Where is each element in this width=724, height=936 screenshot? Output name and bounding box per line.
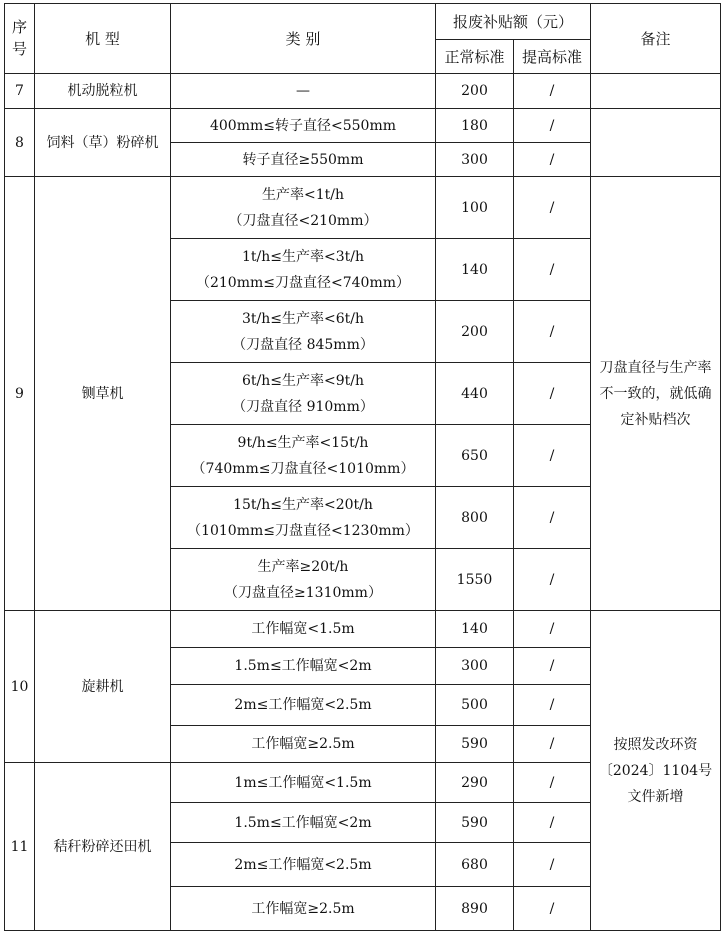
table-row <box>5 177 721 239</box>
note-cell <box>591 109 721 177</box>
type-cell: 秸秆粉碎还田机 <box>35 763 171 931</box>
high-cell: / <box>514 239 591 301</box>
header-normal: 正常标准 <box>436 40 514 74</box>
table-row <box>5 74 721 109</box>
high-cell: / <box>514 763 591 803</box>
category-cell: 1.5m≤工作幅宽<2m <box>171 648 436 685</box>
category-cell: 15t/h≤生产率<20t/h （1010mm≤刀盘直径<1230mm） <box>171 487 436 549</box>
category-cell: 工作幅宽<1.5m <box>171 611 436 648</box>
header-seq: 序号 <box>5 4 35 74</box>
category-cell: 2m≤工作幅宽<2.5m <box>171 843 436 887</box>
normal-cell: 300 <box>436 143 514 177</box>
high-cell: / <box>514 177 591 239</box>
normal-cell: 590 <box>436 803 514 843</box>
normal-cell: 200 <box>436 74 514 109</box>
high-cell: / <box>514 487 591 549</box>
category-cell: 生产率≥20t/h （刀盘直径≥1310mm） <box>171 549 436 611</box>
category-cell: 2m≤工作幅宽<2.5m <box>171 685 436 726</box>
category-cell: 9t/h≤生产率<15t/h （740mm≤刀盘直径<1010mm） <box>171 425 436 487</box>
note-cell: 按照发改环资〔2024〕1104号文件新增 <box>591 611 721 931</box>
normal-cell: 680 <box>436 843 514 887</box>
table-row <box>5 109 721 143</box>
normal-cell: 300 <box>436 648 514 685</box>
header-note: 备注 <box>591 4 721 74</box>
high-cell: / <box>514 611 591 648</box>
seq-cell: 11 <box>5 763 35 931</box>
category-cell: 工作幅宽≥2.5m <box>171 887 436 931</box>
high-cell: / <box>514 803 591 843</box>
note-cell <box>591 74 721 109</box>
normal-cell: 890 <box>436 887 514 931</box>
type-cell: 旋耕机 <box>35 611 171 763</box>
type-cell: 饲料（草）粉碎机 <box>35 109 171 177</box>
high-cell: / <box>514 109 591 143</box>
header-category: 类 别 <box>171 4 436 74</box>
normal-cell: 140 <box>436 239 514 301</box>
high-cell: / <box>514 143 591 177</box>
category-cell: — <box>171 74 436 109</box>
seq-cell: 10 <box>5 611 35 763</box>
normal-cell: 140 <box>436 611 514 648</box>
seq-cell: 8 <box>5 109 35 177</box>
normal-cell: 590 <box>436 726 514 763</box>
high-cell: / <box>514 843 591 887</box>
category-cell: 400mm≤转子直径<550mm <box>171 109 436 143</box>
normal-cell: 200 <box>436 301 514 363</box>
category-cell: 1t/h≤生产率<3t/h （210mm≤刀盘直径<740mm） <box>171 239 436 301</box>
normal-cell: 650 <box>436 425 514 487</box>
high-cell: / <box>514 301 591 363</box>
category-cell: 生产率<1t/h （刀盘直径<210mm） <box>171 177 436 239</box>
high-cell: / <box>514 726 591 763</box>
table-row <box>5 611 721 648</box>
normal-cell: 800 <box>436 487 514 549</box>
type-cell: 机动脱粒机 <box>35 74 171 109</box>
category-cell: 1m≤工作幅宽<1.5m <box>171 763 436 803</box>
subsidy-table <box>4 3 721 931</box>
seq-cell: 7 <box>5 74 35 109</box>
normal-cell: 1550 <box>436 549 514 611</box>
high-cell: / <box>514 887 591 931</box>
normal-cell: 440 <box>436 363 514 425</box>
seq-cell: 9 <box>5 177 35 611</box>
high-cell: / <box>514 74 591 109</box>
note-cell: 刀盘直径与生产率不一致的，就低确定补贴档次 <box>591 177 721 611</box>
category-cell: 3t/h≤生产率<6t/h （刀盘直径 845mm） <box>171 301 436 363</box>
high-cell: / <box>514 685 591 726</box>
high-cell: / <box>514 363 591 425</box>
header-subsidy-group: 报废补贴额（元） <box>436 4 591 40</box>
category-cell: 工作幅宽≥2.5m <box>171 726 436 763</box>
high-cell: / <box>514 425 591 487</box>
high-cell: / <box>514 549 591 611</box>
category-cell: 6t/h≤生产率<9t/h （刀盘直径 910mm） <box>171 363 436 425</box>
high-cell: / <box>514 648 591 685</box>
header-type: 机 型 <box>35 4 171 74</box>
normal-cell: 290 <box>436 763 514 803</box>
type-cell: 铡草机 <box>35 177 171 611</box>
normal-cell: 500 <box>436 685 514 726</box>
normal-cell: 180 <box>436 109 514 143</box>
normal-cell: 100 <box>436 177 514 239</box>
category-cell: 1.5m≤工作幅宽<2m <box>171 803 436 843</box>
category-cell: 转子直径≥550mm <box>171 143 436 177</box>
header-high: 提高标准 <box>514 40 591 74</box>
